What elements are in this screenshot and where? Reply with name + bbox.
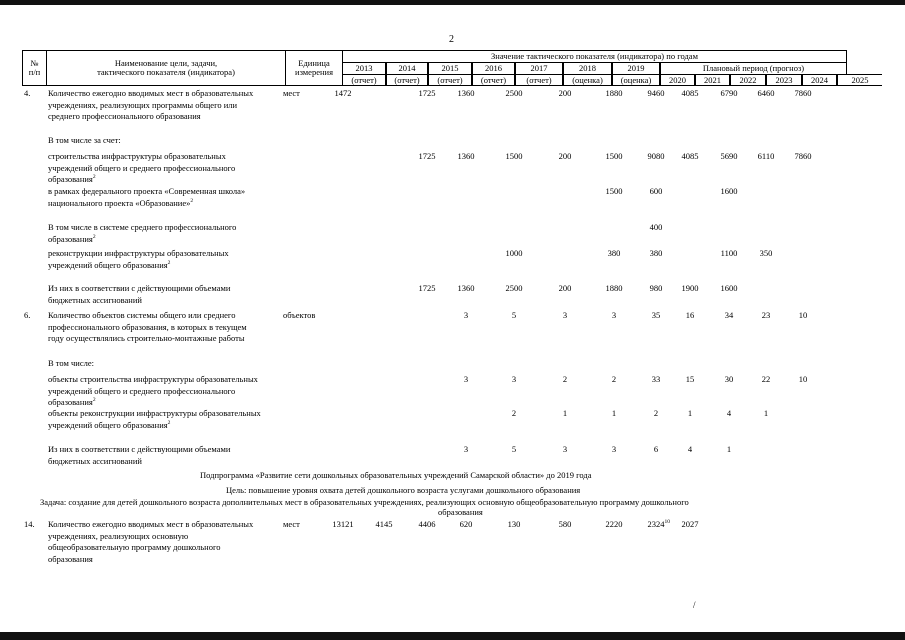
header-name: Наименование цели, задачи, тактического показателя (индикатора) (46, 50, 286, 86)
row-value: 13121 (332, 519, 354, 529)
row-value: 10 (798, 374, 808, 384)
row-value: 350 (759, 248, 773, 258)
header-unit: Единица измерения (285, 50, 343, 86)
row-value: 1725 (418, 88, 436, 98)
row-value: 34 (724, 310, 734, 320)
row-value: 1500 (505, 151, 523, 161)
row-description-text: В том числе: (48, 358, 94, 368)
row-value: 1900 (681, 283, 699, 293)
row-value: 2220 (605, 519, 623, 529)
row-value: 9080 (647, 151, 665, 161)
row-value: 3 (511, 374, 517, 384)
row-value: 620 (459, 519, 473, 529)
row-value: 1472 (334, 88, 352, 98)
row-value: 1 (763, 408, 769, 418)
row-value: 7860 (794, 151, 812, 161)
header-year: 2019 (612, 62, 660, 75)
header-plan-year: 2021 (695, 74, 730, 86)
row-description-text: Количество ежегодно вводимых мест в образовательных учреждениях, реализующих основную общеобразовательную программу дошкольного образования (48, 519, 254, 564)
row-value: 3 (611, 310, 617, 320)
header-year: 2015 (428, 62, 472, 75)
header-year-note: (оценка) (612, 74, 660, 86)
row-value: 1 (611, 408, 617, 418)
row-value: 2 (611, 374, 617, 384)
row-description (48, 283, 263, 306)
footnote-ref: 2 (167, 259, 171, 266)
footnote-ref: 2 (167, 419, 171, 426)
row-description-text: Из них в соответствии с действующими объемами бюджетных ассигнований (48, 444, 231, 466)
row-value: 16 (685, 310, 695, 320)
header-year: 2013 (342, 62, 386, 75)
row-value: 200 (558, 151, 572, 161)
row-value: 6460 (757, 88, 775, 98)
header-plan-year: 2025 (837, 74, 882, 86)
row-value: 5690 (720, 151, 738, 161)
row-value: 2 (653, 408, 659, 418)
row-unit: объектов (283, 310, 316, 320)
row-description (48, 374, 263, 409)
row-value: 1360 (457, 88, 475, 98)
row-value: 200 (558, 283, 572, 293)
row-description (48, 444, 263, 467)
row-number: 4. (24, 88, 31, 98)
row-description (48, 248, 263, 271)
scan-border-top (0, 0, 905, 5)
row-number: 6. (24, 310, 31, 320)
row-value: 1600 (720, 283, 738, 293)
row-description (48, 186, 263, 209)
row-value: 1000 (505, 248, 523, 258)
row-value: 4085 (681, 88, 699, 98)
row-value: 1600 (720, 186, 738, 196)
row-value: 5 (511, 310, 517, 320)
value-footnote-ref: 10 (664, 519, 670, 526)
row-value: 33 (651, 374, 661, 384)
row-value: 1 (562, 408, 568, 418)
row-description (48, 151, 263, 186)
row-description (48, 135, 263, 147)
row-value: 30 (724, 374, 734, 384)
row-value: 10 (798, 310, 808, 320)
footnote-ref: 2 (92, 174, 96, 181)
row-description (48, 358, 263, 370)
row-value: 1500 (605, 186, 623, 196)
row-value: 1 (726, 444, 732, 454)
row-value: 3 (463, 444, 469, 454)
row-description-text: объекты строительства инфраструктуры образовательных учреждений общего и среднего профессионального образования (48, 374, 258, 407)
row-value: 980 (649, 283, 663, 293)
row-description-text: Из них в соответствии с действующими объемами бюджетных ассигнований (48, 283, 231, 305)
row-value: 1725 (418, 283, 436, 293)
header-year: 2018 (563, 62, 612, 75)
subprogram-title: Подпрограмма «Развитие сети дошкольных образовательных учреждений Самарской области» до 2019 года (200, 470, 592, 480)
header-year-note: (оценка) (563, 74, 612, 86)
row-value: 1880 (605, 88, 623, 98)
row-description-text: В том числе за счет: (48, 135, 121, 145)
header-num: № п/п (22, 50, 47, 86)
footnote-ref: 2 (92, 397, 96, 404)
header-year: 2016 (472, 62, 515, 75)
row-value: 23 (761, 310, 771, 320)
row-description-text: строительства инфраструктуры образовательных учреждений общего и среднего профессионального образования (48, 151, 236, 184)
header-plan-year: 2023 (766, 74, 802, 86)
row-value: 2 (562, 374, 568, 384)
footnote-ref: 2 (92, 233, 96, 240)
row-value: 9460 (647, 88, 665, 98)
row-description-text: Количество ежегодно вводимых мест в образовательных учреждениях, реализующих программы общего или среднего профессионального образования (48, 88, 254, 121)
header-year: 2014 (386, 62, 428, 75)
header-year-note: (отчет) (428, 74, 472, 86)
header-plan-year: 2022 (730, 74, 766, 86)
row-value: 580 (558, 519, 572, 529)
row-value: 400 (649, 222, 663, 232)
row-value: 1 (687, 408, 693, 418)
footnote-ref: 2 (190, 197, 194, 204)
row-description-text: Количество объектов системы общего или среднего профессионального образования, в которых в текущем году осуществлялись строительно-монтажные работы (48, 310, 247, 343)
row-value: 6 (653, 444, 659, 454)
goal-line: Цель: повышение уровня охвата детей дошкольного возраста услугами дошкольного образования (226, 485, 581, 495)
row-value: 35 (651, 310, 661, 320)
row-value: 6110 (757, 151, 775, 161)
row-value: 2500 (505, 88, 523, 98)
row-value: 2500 (505, 283, 523, 293)
header-plan-year: 2020 (660, 74, 695, 86)
row-value: 1100 (720, 248, 738, 258)
row-value: 4 (726, 408, 732, 418)
row-value: 6790 (720, 88, 738, 98)
row-value: 4406 (418, 519, 436, 529)
row-value: 130 (507, 519, 521, 529)
row-value: 3 (562, 444, 568, 454)
row-value: 2324$^{10}$ (647, 519, 670, 529)
row-value: 200 (558, 88, 572, 98)
scan-border-bottom (0, 632, 905, 640)
row-description-text: объекты реконструкции инфраструктуры образовательных учреждений общего образования (48, 408, 261, 430)
row-value: 3 (562, 310, 568, 320)
row-value: 22 (761, 374, 771, 384)
row-value: 3 (463, 310, 469, 320)
row-value: 15 (685, 374, 695, 384)
page-number: 2 (449, 34, 454, 45)
header-year-note: (отчет) (472, 74, 515, 86)
row-description (48, 222, 263, 245)
row-description (48, 519, 263, 565)
row-description (48, 310, 263, 345)
row-value: 7860 (794, 88, 812, 98)
row-value: 600 (649, 186, 663, 196)
row-value: 380 (649, 248, 663, 258)
row-value: 3 (463, 374, 469, 384)
row-value: 4085 (681, 151, 699, 161)
row-value: 1500 (605, 151, 623, 161)
row-value: 3 (611, 444, 617, 454)
row-value: 1725 (418, 151, 436, 161)
row-value: 1360 (457, 283, 475, 293)
row-value: 4145 (375, 519, 393, 529)
row-unit: мест (283, 88, 300, 98)
header-plan-year: 2024 (802, 74, 837, 86)
row-value: 5 (511, 444, 517, 454)
row-description-text: В том числе в системе среднего профессионального образования (48, 222, 237, 244)
header-plan: Плановый период (прогноз) (660, 62, 847, 75)
row-number: 14. (24, 519, 35, 529)
task-line: Задача: создание для детей дошкольного возраста дополнительных мест в образовательных учреждениях, реализующих основную общеобразовательную программу дошкольного (40, 497, 689, 507)
row-value: 2 (511, 408, 517, 418)
header-year: 2017 (515, 62, 563, 75)
margin-mark: / (693, 600, 696, 610)
row-value: 380 (607, 248, 621, 258)
table-header (22, 50, 869, 86)
header-year-note: (отчет) (342, 74, 386, 86)
row-unit: мест (283, 519, 300, 529)
header-year-note: (отчет) (515, 74, 563, 86)
header-values: Значение тактического показателя (индикатора) по годам (342, 50, 847, 63)
row-description (48, 88, 263, 123)
row-value: 2027 (681, 519, 699, 529)
row-description-text: в рамках федерального проекта «Современная школа» национального проекта «Образование» (48, 186, 246, 208)
row-description-text: реконструкции инфраструктуры образовательных учреждений общего образования (48, 248, 229, 270)
row-value: 1360 (457, 151, 475, 161)
row-description (48, 408, 263, 431)
row-value: 4 (687, 444, 693, 454)
header-year-note: (отчет) (386, 74, 428, 86)
row-value: 1880 (605, 283, 623, 293)
task-line-cont: образования (438, 507, 483, 517)
